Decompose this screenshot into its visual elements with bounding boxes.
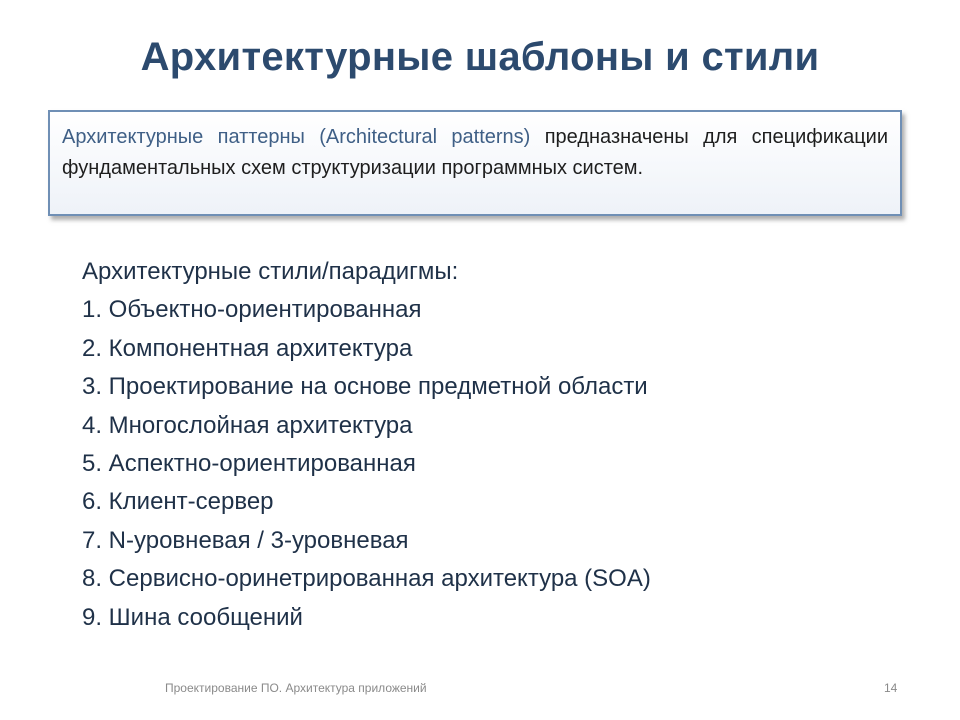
- slide-title: Архитектурные шаблоны и стили: [140, 35, 820, 79]
- footer-course-title: Проектирование ПО. Архитектура приложений: [165, 681, 427, 695]
- list-item: 9. Шина сообщений: [82, 603, 303, 631]
- list-item: 7. N-уровневая / 3-уровневая: [82, 526, 409, 554]
- list-item: 8. Сервисно-оринетрированная архитектура (SOA): [82, 565, 651, 593]
- architectural-styles-list: [82, 253, 882, 637]
- callout-term: Архитектурные паттерны (Architectural patterns): [62, 126, 531, 148]
- styles-list-heading: Архитектурные стили/парадигмы:: [82, 258, 459, 285]
- page-number: 14: [884, 681, 898, 695]
- list-item: 3. Проектирование на основе предметной области: [82, 373, 648, 401]
- callout-definition: предназначены для спецификации фундаментальных схем структуризации программных систем.: [62, 126, 888, 179]
- list-item: 1. Объектно-ориентированная: [82, 296, 422, 324]
- list-item: 6. Клиент-сервер: [82, 488, 274, 516]
- list-item: 2. Компонентная архитектура: [82, 334, 413, 362]
- list-item: 4. Многослойная архитектура: [82, 411, 413, 439]
- list-item: 5. Аспектно-ориентированная: [82, 450, 416, 478]
- definition-callout-box: [48, 110, 902, 216]
